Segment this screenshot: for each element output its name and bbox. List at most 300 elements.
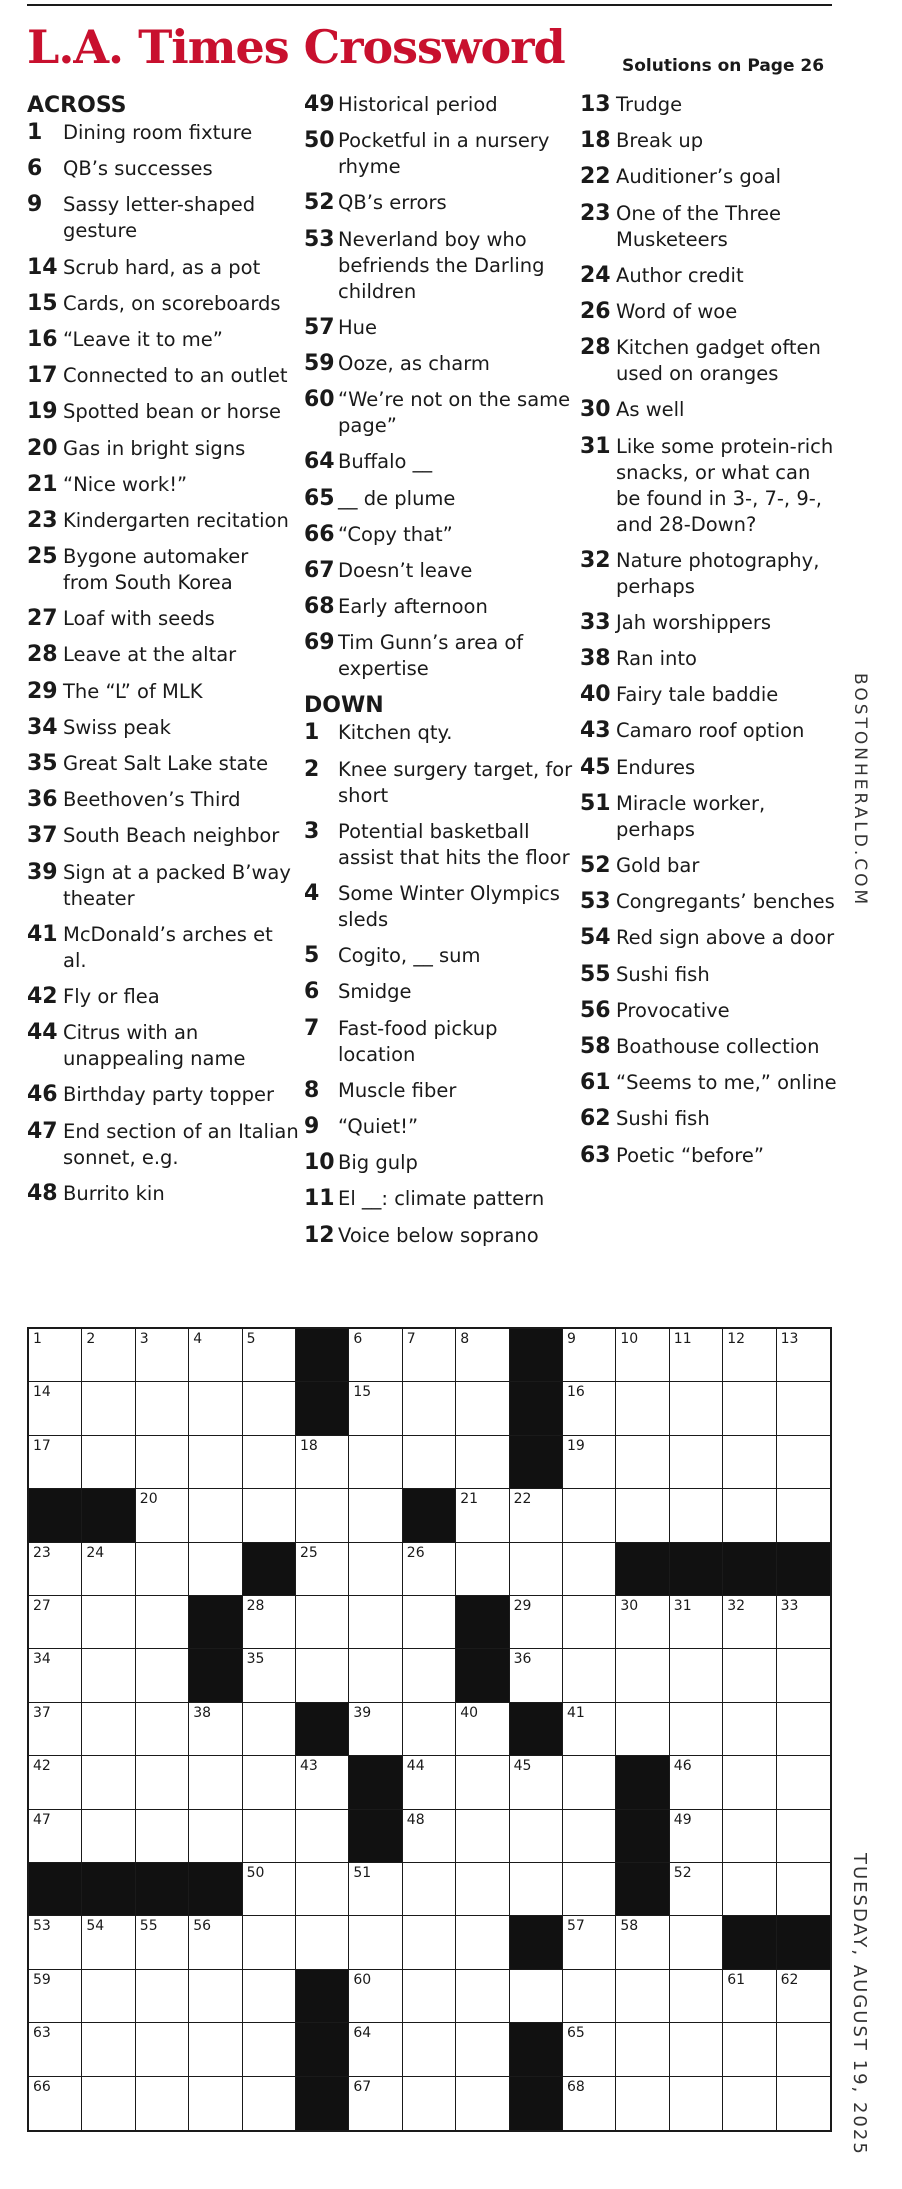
grid-square (670, 1436, 723, 1489)
crossword-grid (27, 1327, 832, 2132)
grid-square (136, 1329, 189, 1382)
grid-square (723, 1970, 776, 2023)
grid-square (403, 2077, 456, 2130)
square-number: 44 (406, 1758, 425, 1775)
across-clue (27, 363, 299, 389)
grid-square (670, 2077, 723, 2130)
across-clue (27, 156, 299, 182)
grid-square (723, 1703, 776, 1756)
clue-number: 60 (304, 387, 335, 413)
clue-number: 26 (580, 298, 611, 324)
square-number: 36 (513, 1651, 532, 1668)
clue-text: Ran into (616, 647, 697, 671)
grid-square (136, 1810, 189, 1863)
clue-text: Tim Gunn’s area of expertise (338, 631, 524, 681)
clue-text: “Nice work!” (63, 472, 188, 496)
grid-square (563, 2023, 616, 2076)
clue-text: Trudge (616, 93, 683, 116)
grid-square (136, 1756, 189, 1809)
grid-square (136, 1382, 189, 1435)
square-number: 32 (727, 1598, 746, 1614)
clue-text: Author credit (616, 263, 744, 287)
clue-text: Kindergarten recitation (63, 508, 289, 532)
down-clue (580, 925, 840, 951)
down-clue (580, 548, 840, 600)
grid-square (510, 1489, 563, 1542)
clue-number: 53 (304, 226, 335, 252)
clue-number: 28 (27, 642, 58, 668)
grid-square (777, 1436, 830, 1489)
square-number: 45 (513, 1758, 532, 1775)
across-clue (27, 751, 299, 777)
across-clue (27, 787, 299, 813)
black-square (82, 1863, 135, 1916)
grid-square (349, 1649, 402, 1702)
across-clue (27, 1181, 299, 1207)
square-number: 18 (300, 1437, 318, 1454)
square-number: 40 (460, 1704, 479, 1721)
black-square (456, 1649, 509, 1702)
clue-number: 34 (27, 714, 58, 740)
clue-number: 40 (580, 682, 611, 708)
clue-text: Sushi fish (616, 1107, 710, 1131)
clue-number: 67 (304, 557, 335, 583)
clue-number: 19 (27, 399, 58, 425)
clue-number: 31 (580, 433, 611, 459)
across-clue (27, 984, 299, 1010)
black-square (189, 1649, 242, 1702)
grid-square (723, 1382, 776, 1435)
grid-square (456, 2077, 509, 2130)
square-number: 3 (139, 1331, 149, 1347)
grid-square (456, 1756, 509, 1809)
grid-square (296, 1916, 349, 1969)
grid-square (403, 1916, 456, 1969)
down-clue (580, 128, 840, 154)
grid-square (777, 1756, 830, 1809)
grid-square (723, 1756, 776, 1809)
grid-square (456, 1489, 509, 1542)
down-clue (304, 1114, 579, 1140)
clue-number: 2 (304, 756, 320, 782)
square-number: 19 (567, 1437, 585, 1454)
across-clue (27, 255, 299, 281)
clue-number: 11 (304, 1186, 335, 1212)
clue-number: 30 (580, 397, 611, 423)
clue-number: 61 (580, 1070, 611, 1096)
grid-square (349, 1543, 402, 1596)
clue-text: Leave at the altar (63, 643, 237, 667)
down-clue (580, 610, 840, 636)
clue-number: 37 (27, 823, 58, 849)
square-number: 54 (86, 1918, 105, 1935)
grid-square (403, 1596, 456, 1649)
clue-text: Pocketful in a nursery rhyme (338, 129, 550, 179)
square-number: 11 (673, 1331, 692, 1347)
grid-square (29, 2077, 82, 2130)
grid-square (29, 1756, 82, 1809)
grid-square (189, 2077, 242, 2130)
grid-square (670, 1649, 723, 1702)
square-number: 34 (33, 1651, 51, 1668)
across-clue (304, 190, 579, 216)
across-clue (27, 606, 299, 632)
grid-square (563, 1756, 616, 1809)
clue-number: 32 (580, 547, 611, 573)
across-clue (304, 522, 579, 548)
solutions-note: Solutions on Page 26 (622, 56, 825, 76)
grid-square (403, 1329, 456, 1382)
clue-text: “Leave it to me” (63, 327, 223, 351)
grid-square (456, 1863, 509, 1916)
grid-square (563, 1863, 616, 1916)
black-square (29, 1863, 82, 1916)
square-number: 23 (33, 1544, 51, 1561)
across-clue (27, 715, 299, 741)
clue-text: __ de plume (338, 486, 456, 510)
grid-square (136, 1543, 189, 1596)
down-clue (580, 1070, 840, 1096)
square-number: 13 (780, 1331, 799, 1347)
clue-text: Break up (616, 129, 704, 153)
square-number: 25 (300, 1544, 318, 1561)
grid-square (403, 1970, 456, 2023)
grid-square (136, 2077, 189, 2130)
across-clue (304, 351, 579, 377)
clue-column-2 (304, 92, 579, 1259)
across-clue (304, 486, 579, 512)
grid-square (349, 1596, 402, 1649)
clue-number: 5 (304, 943, 320, 969)
across-clue (27, 1020, 299, 1072)
across-clue (304, 315, 579, 341)
grid-square (403, 1649, 456, 1702)
clue-number: 47 (27, 1118, 58, 1144)
clue-text: Early afternoon (338, 595, 488, 619)
black-square (349, 1756, 402, 1809)
clue-text: Some Winter Olympics sleds (338, 882, 560, 931)
grid-square (29, 1543, 82, 1596)
clue-text: Great Salt Lake state (63, 752, 269, 775)
square-number: 1 (33, 1331, 42, 1347)
clue-text: “Copy that” (338, 522, 453, 546)
square-number: 60 (353, 1971, 372, 1988)
clue-number: 44 (27, 1020, 58, 1046)
clue-number: 38 (580, 646, 611, 672)
grid-square (456, 1436, 509, 1489)
clue-number: 16 (27, 326, 58, 352)
clue-text: Birthday party topper (63, 1083, 274, 1107)
grid-square (189, 1970, 242, 2023)
grid-square (136, 1596, 189, 1649)
clue-number: 46 (27, 1082, 58, 1108)
grid-square (296, 1756, 349, 1809)
clue-text: Fly or flea (63, 984, 160, 1008)
clue-number: 36 (27, 787, 58, 813)
clue-text: Spotted bean or horse (63, 400, 282, 424)
grid-square (403, 1863, 456, 1916)
grid-square (723, 1436, 776, 1489)
across-clue (27, 508, 299, 534)
clue-text: Word of woe (616, 299, 738, 323)
grid-square (403, 2023, 456, 2076)
clue-text: Miracle worker, perhaps (616, 791, 766, 841)
clue-text: Gas in bright signs (63, 436, 246, 460)
grid-square (510, 1543, 563, 1596)
grid-square (403, 1436, 456, 1489)
clue-number: 42 (27, 983, 58, 1009)
grid-square (723, 1649, 776, 1702)
black-square (296, 2023, 349, 2076)
down-clue (580, 1106, 840, 1132)
clue-number: 23 (580, 200, 611, 226)
clue-text: “We’re not on the same page” (338, 388, 571, 438)
clue-number: 57 (304, 314, 335, 340)
clue-text: Cards, on scoreboards (63, 291, 281, 315)
across-clue (304, 92, 579, 118)
down-clue (580, 962, 840, 988)
grid-square (296, 1489, 349, 1542)
black-square (510, 1329, 563, 1382)
clue-number: 52 (580, 853, 611, 878)
across-clue (27, 642, 299, 668)
clue-number: 69 (304, 630, 335, 656)
grid-square (29, 1916, 82, 1969)
clue-number: 64 (304, 449, 335, 475)
square-number: 62 (780, 1971, 799, 1988)
black-square (616, 1543, 669, 1596)
square-number: 21 (460, 1491, 479, 1508)
clue-number: 43 (580, 718, 611, 744)
grid-square (243, 1596, 296, 1649)
clue-number: 68 (304, 594, 335, 620)
clue-number: 59 (304, 350, 335, 376)
down-clue (304, 757, 579, 809)
square-number: 52 (673, 1865, 692, 1881)
down-clue (304, 1016, 579, 1068)
grid-square (29, 1436, 82, 1489)
grid-square (616, 1382, 669, 1435)
clue-number: 50 (304, 128, 335, 154)
clue-text: Burrito kin (63, 1181, 165, 1205)
clue-number: 54 (580, 925, 611, 951)
grid-square (616, 1703, 669, 1756)
grid-square (777, 2077, 830, 2130)
black-square (510, 1703, 563, 1756)
grid-square (349, 1863, 402, 1916)
clue-text: Congregants’ benches (616, 890, 835, 914)
across-clue (27, 291, 299, 317)
clue-column-3 (580, 92, 840, 1179)
clue-text: One of the Three Musketeers (616, 201, 781, 251)
clue-number: 52 (304, 190, 335, 216)
grid-square (723, 1329, 776, 1382)
square-number: 42 (33, 1758, 51, 1775)
grid-square (563, 1382, 616, 1435)
clue-number: 48 (27, 1180, 58, 1206)
clue-text: As well (616, 398, 685, 422)
clue-number: 25 (27, 544, 58, 570)
square-number: 20 (139, 1491, 158, 1508)
square-number: 10 (620, 1331, 639, 1347)
square-number: 55 (139, 1918, 158, 1935)
grid-square (296, 1810, 349, 1863)
down-clue (580, 889, 840, 915)
black-square (510, 1436, 563, 1489)
square-number: 43 (300, 1758, 318, 1775)
grid-square (243, 2023, 296, 2076)
clue-text: Jah worshippers (616, 610, 772, 634)
square-number: 46 (673, 1758, 692, 1775)
grid-square (777, 1489, 830, 1542)
clue-number: 49 (304, 92, 335, 117)
square-number: 64 (353, 2025, 372, 2042)
grid-square (82, 1596, 135, 1649)
clue-text: “Seems to me,” online (616, 1071, 837, 1095)
grid-square (670, 1489, 723, 1542)
clue-text: Potential basketball assist that hits the floor (338, 819, 570, 869)
clue-text: QB’s errors (338, 191, 447, 215)
square-number: 27 (33, 1598, 51, 1614)
grid-square (777, 1649, 830, 1702)
grid-square (616, 1596, 669, 1649)
across-clue (304, 128, 579, 180)
clue-number: 3 (304, 818, 320, 844)
grid-square (29, 1329, 82, 1382)
grid-square (456, 2023, 509, 2076)
square-number: 49 (673, 1811, 692, 1828)
black-square (723, 1543, 776, 1596)
black-square (456, 1596, 509, 1649)
grid-square (243, 1756, 296, 1809)
grid-square (136, 2023, 189, 2076)
down-clue (580, 263, 840, 289)
grid-square (243, 1810, 296, 1863)
square-number: 30 (620, 1598, 639, 1614)
grid-square (616, 1329, 669, 1382)
square-number: 59 (33, 1971, 51, 1988)
grid-square (723, 2023, 776, 2076)
grid-square (349, 1436, 402, 1489)
grid-square (456, 1543, 509, 1596)
across-clue (304, 449, 579, 475)
grid-square (616, 1916, 669, 1969)
grid-square (563, 1543, 616, 1596)
clue-text: Provocative (616, 998, 730, 1022)
clue-text: Smidge (338, 980, 412, 1004)
clue-number: 10 (304, 1150, 335, 1176)
grid-square (349, 1382, 402, 1435)
clue-number: 15 (27, 290, 58, 316)
clue-number: 29 (27, 678, 58, 704)
clue-number: 9 (304, 1113, 320, 1139)
clue-number: 62 (580, 1106, 611, 1132)
clue-text: The “L” of MLK (63, 679, 203, 703)
grid-square (563, 1329, 616, 1382)
down-header: DOWN (304, 693, 384, 719)
down-clue (304, 943, 579, 969)
clue-text: Gold bar (616, 854, 700, 877)
page-title: L.A. Times Crossword (27, 20, 565, 74)
black-square (29, 1489, 82, 1542)
square-number: 8 (460, 1331, 470, 1347)
grid-square (82, 1810, 135, 1863)
grid-square (777, 1329, 830, 1382)
square-number: 14 (33, 1384, 51, 1401)
grid-square (349, 2023, 402, 2076)
square-number: 22 (513, 1491, 532, 1508)
grid-square (403, 1810, 456, 1863)
grid-square (616, 1970, 669, 2023)
clue-text: Beethoven’s Third (63, 788, 241, 812)
grid-square (243, 1489, 296, 1542)
clue-text: Swiss peak (63, 715, 171, 739)
grid-square (243, 2077, 296, 2130)
square-number: 4 (193, 1331, 203, 1347)
grid-square (510, 1970, 563, 2023)
black-square (296, 1382, 349, 1435)
date-label: TUESDAY, AUGUST 19, 2025 (849, 1853, 870, 2156)
grid-square (296, 1596, 349, 1649)
clue-text: Like some protein-rich snacks, or what can be found in 3-, 7-, 9-, and 28-Down? (616, 434, 834, 536)
clue-number: 65 (304, 485, 335, 511)
grid-square (29, 1382, 82, 1435)
square-number: 33 (780, 1598, 799, 1614)
clue-number: 35 (27, 751, 58, 776)
grid-square (82, 1916, 135, 1969)
grid-square (82, 1329, 135, 1382)
black-square (296, 1329, 349, 1382)
grid-square (349, 1329, 402, 1382)
square-number: 68 (567, 2078, 585, 2095)
clue-number: 55 (580, 961, 611, 987)
black-square (296, 1970, 349, 2023)
clue-text: Citrus with an unappealing name (63, 1021, 246, 1071)
black-square (189, 1863, 242, 1916)
clue-number: 51 (580, 790, 611, 816)
grid-square (296, 1436, 349, 1489)
across-clue (304, 594, 579, 620)
grid-square (670, 1596, 723, 1649)
black-square (777, 1916, 830, 1969)
across-clue (27, 823, 299, 849)
clue-text: Endures (616, 755, 696, 779)
clue-number: 6 (304, 979, 320, 1005)
down-clue (304, 1078, 579, 1104)
across-clue (27, 399, 299, 425)
grid-square (563, 1596, 616, 1649)
square-number: 41 (567, 1704, 585, 1721)
black-square (723, 1916, 776, 1969)
across-clue (27, 327, 299, 353)
black-square (510, 1916, 563, 1969)
grid-square (456, 1329, 509, 1382)
clue-number: 28 (580, 335, 611, 361)
grid-square (296, 1863, 349, 1916)
clue-text: Knee surgery target, for short (338, 757, 573, 807)
grid-square (189, 1489, 242, 1542)
clue-text: Camaro roof option (616, 719, 805, 743)
down-clue (304, 1223, 579, 1249)
grid-square (670, 1810, 723, 1863)
grid-square (189, 1810, 242, 1863)
across-clue (304, 387, 579, 439)
across-clue (27, 1119, 299, 1171)
black-square (296, 1703, 349, 1756)
square-number: 5 (246, 1331, 256, 1347)
grid-square (510, 1863, 563, 1916)
square-number: 67 (353, 2078, 372, 2095)
